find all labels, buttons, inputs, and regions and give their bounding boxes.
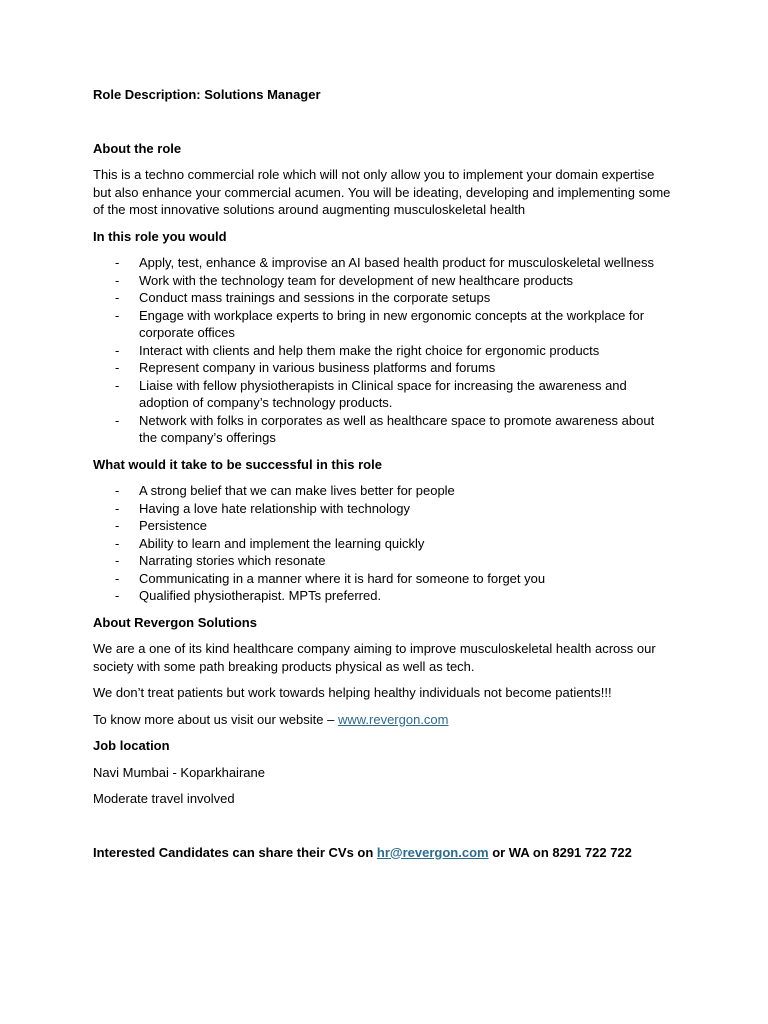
duty-item [93,307,673,342]
cta-line [93,844,673,862]
bullet-dash: - [115,360,120,375]
success-item [93,517,673,535]
cta-suffix: or WA on 8291 722 722 [488,844,632,860]
duty-item-text: Network with folks in corporates as well as healthcare space to promote awareness about the company’s offerings [139,412,655,445]
about-company-heading: About Revergon Solutions [93,614,257,630]
location-travel: Moderate travel involved [93,791,235,806]
bullet-dash: - [115,290,120,305]
success-item [93,552,673,570]
duty-item-text: Work with the technology team for development of new healthcare products [139,272,574,288]
bullet-dash: - [115,570,120,586]
duty-item [93,412,673,447]
location-place: Navi Mumbai - Koparkhairane [93,764,265,780]
cta-prefix: Interested Candidates can share their CVs on [93,844,377,860]
bullet-dash: - [115,500,120,516]
bullet-dash: - [115,377,120,393]
about-role-body: This is a techno commercial role which will not only allow you to implement your domain expertise but also enhance your commercial acumen. You will be ideating, developing and implementing some of the most innovative solutions around augmenting musculoskeletal health [93,167,671,217]
bullet-dash: - [115,518,120,533]
website-link[interactable]: www.revergon.com [337,711,449,727]
duty-item-text: Apply, test, enhance & improvise an AI based health product for musculoskeletal wellness [139,255,654,270]
duties-list [93,254,673,447]
email-link[interactable]: hr@revergon.com [376,844,489,860]
duty-item [93,359,673,377]
success-item-text: A strong belief that we can make lives better for people [139,483,455,498]
duty-item-text: Liaise with fellow physiotherapists in Clinical space for increasing the awareness and adoption of company’s technology products. [139,377,627,410]
success-item-text: Having a love hate relationship with technology [139,500,411,516]
website-line [93,711,673,729]
bullet-dash: - [115,307,120,323]
success-item [93,535,673,553]
duty-item [93,289,673,307]
bullet-dash: - [115,255,120,270]
success-list [93,482,673,605]
duty-item [93,377,673,412]
success-item-text: Narrating stories which resonate [139,553,326,568]
success-item [93,500,673,518]
about-company-para-2: We don’t treat patients but work towards helping healthy individuals not become patients!!! [93,685,612,700]
document-page [93,86,673,870]
bullet-dash: - [115,412,120,428]
duty-item [93,272,673,290]
duty-item [93,254,673,272]
duty-item-text: Engage with workplace experts to bring in new ergonomic concepts at the workplace for corporate offices [139,307,645,340]
bullet-dash: - [115,483,120,498]
bullet-dash: - [115,535,120,551]
success-item [93,482,673,500]
success-item-text: Communicating in a manner where it is hard for someone to forget you [139,570,546,586]
location-heading: Job location [93,738,170,753]
bullet-dash: - [115,553,120,568]
success-heading: What would it take to be successful in this role [93,456,382,472]
success-item [93,587,673,605]
about-role-heading: About the role [93,140,182,156]
website-prefix: To know more about us visit our website – [93,711,338,727]
about-company-para-1: We are a one of its kind healthcare company aiming to improve musculoskeletal health across our society with some path breaking products physical as well as tech. [93,641,656,674]
duty-item-text: Represent company in various business platforms and forums [139,360,496,375]
bullet-dash: - [115,342,120,358]
duty-item [93,342,673,360]
duty-item-text: Conduct mass trainings and sessions in the corporate setups [139,290,491,305]
success-item-text: Qualified physiotherapist. MPTs preferred. [139,588,382,603]
duty-item-text: Interact with clients and help them make the right choice for ergonomic products [139,342,600,358]
bullet-dash: - [115,272,120,288]
success-item-text: Ability to learn and implement the learning quickly [139,535,425,551]
bullet-dash: - [115,588,120,603]
success-item [93,570,673,588]
success-item-text: Persistence [139,518,207,533]
duties-heading: In this role you would [93,228,227,244]
document-title: Role Description: Solutions Manager [93,87,321,102]
spacer [93,817,673,844]
